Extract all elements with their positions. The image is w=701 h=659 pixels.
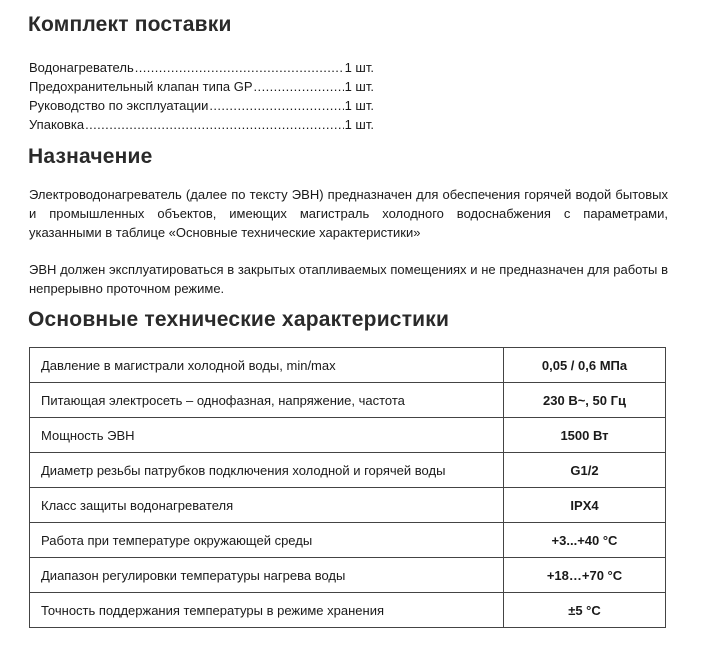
spec-param: Класс защиты водонагревателя bbox=[30, 488, 504, 523]
spec-param: Мощность ЭВН bbox=[30, 418, 504, 453]
table-row bbox=[30, 453, 666, 488]
kit-item-qty: 1 шт. bbox=[344, 98, 374, 113]
spec-param: Точность поддержания температуры в режиме хранения bbox=[30, 593, 504, 628]
table-row bbox=[30, 348, 666, 383]
spec-param: Диаметр резьбы патрубков подключения холодной и горячей воды bbox=[30, 453, 504, 488]
spec-param: Питающая электросеть – однофазная, напряжение, частота bbox=[30, 383, 504, 418]
kit-item-name: Упаковка bbox=[29, 117, 85, 132]
spec-param: Давление в магистрали холодной воды, min/max bbox=[30, 348, 504, 383]
table-row bbox=[30, 383, 666, 418]
spec-value: 230 В~, 50 Гц bbox=[504, 383, 666, 418]
kit-heading: Комплект поставки bbox=[28, 13, 232, 36]
spec-value: ±5 °C bbox=[504, 593, 666, 628]
kit-item-qty: 1 шт. bbox=[344, 117, 374, 132]
kit-item bbox=[29, 115, 374, 134]
dot-leader bbox=[135, 58, 344, 77]
table-row bbox=[30, 418, 666, 453]
specs-heading: Основные технические характеристики bbox=[28, 308, 450, 331]
table-row bbox=[30, 488, 666, 523]
kit-item bbox=[29, 58, 374, 77]
spec-param: Работа при температуре окружающей среды bbox=[30, 523, 504, 558]
kit-item-name: Руководство по эксплуатации bbox=[29, 98, 209, 113]
spec-value: +18…+70 °C bbox=[504, 558, 666, 593]
spec-value: 1500 Вт bbox=[504, 418, 666, 453]
kit-item-qty: 1 шт. bbox=[344, 79, 374, 94]
table-row bbox=[30, 558, 666, 593]
kit-item-name: Предохранительный клапан типа GP bbox=[29, 79, 253, 94]
kit-item bbox=[29, 77, 374, 96]
table-row bbox=[30, 593, 666, 628]
purpose-heading: Назначение bbox=[28, 145, 153, 168]
kit-list bbox=[29, 58, 374, 134]
dot-leader bbox=[254, 77, 344, 96]
spec-value: G1/2 bbox=[504, 453, 666, 488]
kit-item-qty: 1 шт. bbox=[344, 60, 374, 75]
spec-param: Диапазон регулировки температуры нагрева воды bbox=[30, 558, 504, 593]
dot-leader bbox=[85, 115, 343, 134]
purpose-paragraph: Электроводонагреватель (далее по тексту ЭВН) предназначен для обеспечения горячей водой бытовых и промышленных объектов, имеющих магистраль холодного водоснабжения с параметрами, указанными в таблице «Основные технические характеристики» bbox=[29, 187, 668, 240]
specs-table bbox=[29, 347, 666, 628]
spec-value: 0,05 / 0,6 МПа bbox=[504, 348, 666, 383]
kit-item-name: Водонагреватель bbox=[29, 60, 134, 75]
dot-leader bbox=[209, 96, 343, 115]
spec-value: IPX4 bbox=[504, 488, 666, 523]
kit-item bbox=[29, 96, 374, 115]
purpose-paragraph: ЭВН должен эксплуатироваться в закрытых отапливаемых помещениях и не предназначен для работы в непрерывно проточном режиме. bbox=[29, 262, 668, 296]
table-row bbox=[30, 523, 666, 558]
spec-value: +3...+40 °C bbox=[504, 523, 666, 558]
